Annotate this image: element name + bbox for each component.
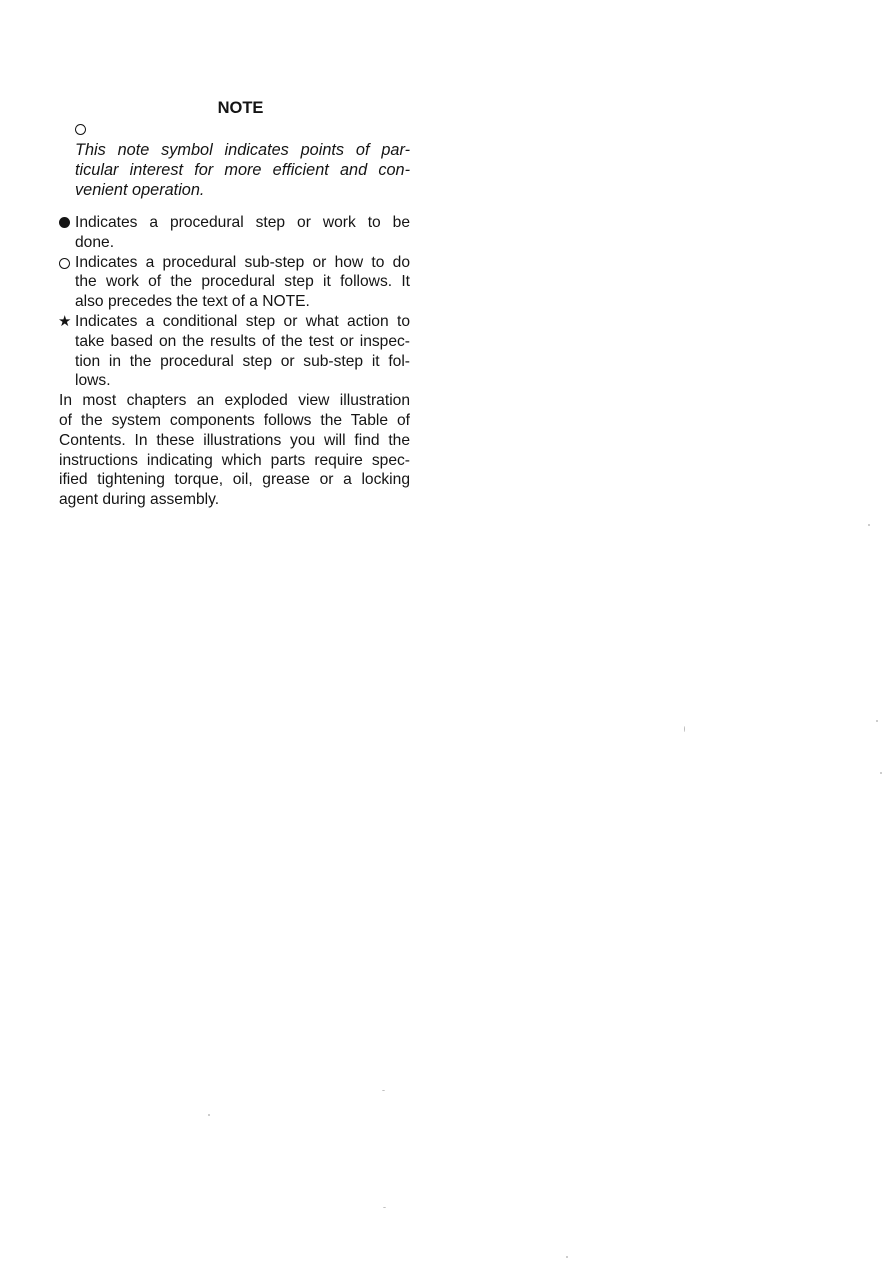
paragraph-line: instructions indicating which parts require spec- xyxy=(59,451,410,469)
list-item-line: also precedes the text of a NOTE. xyxy=(75,293,310,311)
paragraph-line: agent during assembly. xyxy=(59,491,220,509)
note-heading: NOTE xyxy=(217,99,264,117)
paragraph-line: ified tightening torque, oil, grease or a locking xyxy=(59,471,410,489)
star-icon: ★ xyxy=(58,312,72,330)
note-body xyxy=(59,119,410,200)
list-item-sub-step xyxy=(59,253,410,312)
text-column xyxy=(59,98,410,510)
scan-speck xyxy=(208,1114,210,1116)
list-item-line: Indicates a procedural sub-step or how to do xyxy=(75,253,410,271)
list-item-line: the work of the procedural step it follows. It xyxy=(75,273,410,291)
paragraph-line: Contents. In these illustrations you will find the xyxy=(59,431,410,449)
note-line: venient operation. xyxy=(75,181,205,199)
scan-speck xyxy=(566,1256,568,1258)
scan-speck xyxy=(684,726,685,732)
body-paragraph xyxy=(59,391,410,510)
scan-speck xyxy=(382,1090,385,1091)
scan-speck xyxy=(383,1207,386,1208)
hollow-circle-icon xyxy=(59,253,75,275)
scan-speck xyxy=(876,720,878,722)
list-item-procedural-step xyxy=(59,213,410,253)
list-item-line: Indicates a conditional step or what action to xyxy=(75,312,410,330)
note-line: This note symbol indicates points of par- xyxy=(75,141,410,159)
list-item-line: take based on the results of the test or inspec- xyxy=(75,332,410,350)
list-item-conditional-step xyxy=(59,312,410,391)
list-item-line: Indicates a procedural step or work to be xyxy=(75,214,410,231)
scan-speck xyxy=(868,524,870,526)
filled-circle-icon xyxy=(59,213,75,234)
list-item-line: tion in the procedural step or sub-step it fol- xyxy=(75,352,410,370)
hollow-circle-icon xyxy=(75,121,86,139)
list-item-line: lows. xyxy=(75,372,111,390)
note-line: ticular interest for more efficient and con- xyxy=(75,161,410,179)
list-item-line: done. xyxy=(75,233,115,251)
paragraph-line: of the system components follows the Table of xyxy=(59,411,410,429)
scan-speck xyxy=(880,772,882,774)
paragraph-line: In most chapters an exploded view illustration xyxy=(59,392,410,410)
